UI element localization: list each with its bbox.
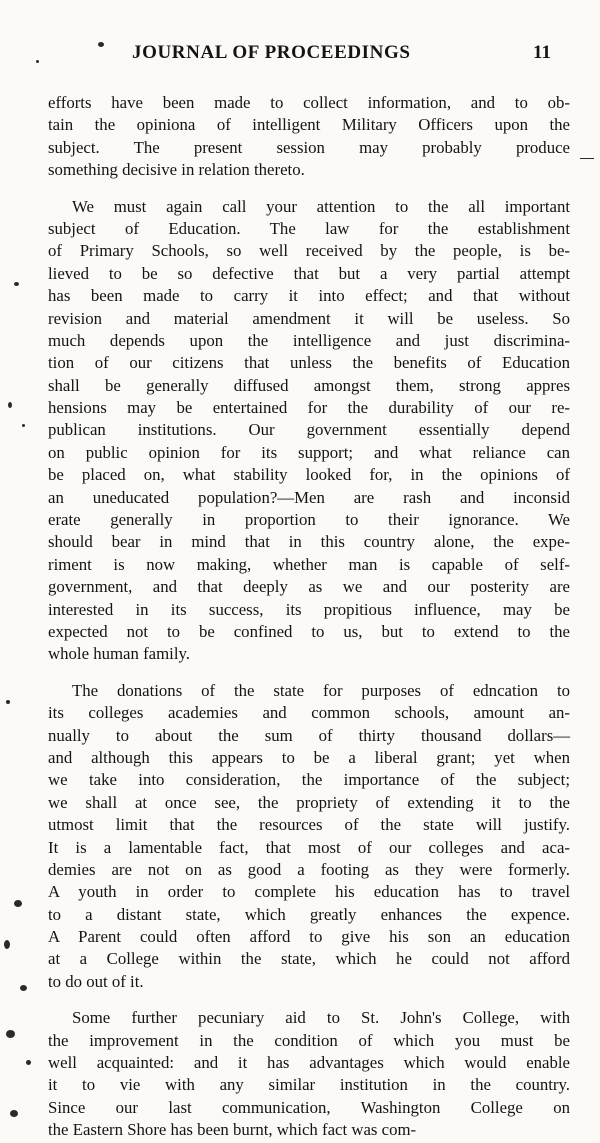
paragraph-gap bbox=[48, 993, 570, 1007]
speck bbox=[14, 282, 19, 286]
page-number: 11 bbox=[533, 42, 551, 63]
text-line: A youth in order to complete his education has to travel bbox=[48, 882, 570, 902]
text-line: riment is now making, whether man is capable of self- bbox=[48, 554, 570, 574]
text-line: on public opinion for its support; and what reliance can bbox=[48, 442, 570, 462]
text-line: be placed on, what stability looked for, in the opinions of bbox=[48, 465, 570, 485]
speck bbox=[8, 402, 12, 408]
text-line: we shall at once see, the propriety of extending it to the bbox=[48, 792, 570, 812]
speck bbox=[36, 60, 39, 63]
paragraph bbox=[48, 196, 570, 666]
text-line: government, and that deeply as we and our posterity are bbox=[48, 577, 570, 597]
text-line: hensions may be entertained for the durability of our re- bbox=[48, 398, 570, 418]
text-line: to a distant state, which greatly enhances the expence. bbox=[48, 904, 570, 924]
text-line: to do out of it. bbox=[48, 971, 144, 991]
page-header bbox=[0, 40, 600, 70]
text-line: erate generally in proportion to their ignorance. We bbox=[48, 510, 570, 530]
text-line: We must again call your attention to the all important bbox=[72, 196, 570, 216]
text-line: Some further pecuniary aid to St. John's College, with bbox=[72, 1008, 570, 1028]
text-line: tion of our citizens that unless the benefits of Education bbox=[48, 353, 570, 373]
speck bbox=[6, 700, 10, 704]
paragraph-gap bbox=[48, 182, 570, 196]
speck bbox=[6, 1030, 15, 1038]
text-line: has been made to carry it into effect; and that without bbox=[48, 286, 570, 306]
text-line: revision and material amendment it will be useless. So bbox=[48, 308, 570, 328]
text-line: efforts have been made to collect information, and to ob- bbox=[48, 93, 570, 112]
text-line: well acquainted: and it has advantages which would enable bbox=[48, 1053, 570, 1073]
text-line: we take into consideration, the importance of the subject; bbox=[48, 770, 570, 790]
speck bbox=[14, 900, 22, 907]
text-line: at a College within the state, which he could not afford bbox=[48, 949, 570, 969]
text-line: subject of Education. The law for the establishment bbox=[48, 218, 570, 238]
text-line: of Primary Schools, so well received by the people, is be- bbox=[48, 241, 570, 261]
text-line: The donations of the state for purposes of edncation to bbox=[72, 680, 570, 700]
text-line: subject. The present session may probably produce bbox=[48, 137, 570, 157]
body-text bbox=[48, 92, 570, 1142]
text-line: publican institutions. Our government essentially depend bbox=[48, 420, 570, 440]
speck bbox=[20, 985, 27, 991]
text-line: It is a lamentable fact, that most of our colleges and aca- bbox=[48, 837, 570, 857]
text-line: the Eastern Shore has been burnt, which fact was com- bbox=[48, 1120, 417, 1140]
text-line: shall be generally diffused amongst them, strong appres bbox=[48, 375, 570, 395]
speck bbox=[4, 940, 10, 949]
paragraph-gap bbox=[48, 666, 570, 680]
text-line: it to vie with any similar institution in the country. bbox=[48, 1075, 570, 1095]
speck bbox=[580, 158, 594, 159]
text-line: its colleges academies and common schools, amount an- bbox=[48, 703, 570, 723]
paragraph bbox=[48, 680, 570, 993]
speck bbox=[22, 424, 25, 427]
text-line: the improvement in the condition of which you must be bbox=[48, 1030, 570, 1050]
text-line: and although this appears to be a liberal grant; yet when bbox=[48, 747, 570, 767]
text-line: whole human family. bbox=[48, 644, 190, 664]
text-line: utmost limit that the resources of the state will justify. bbox=[48, 815, 570, 835]
text-line: expected not to be confined to us, but to extend to the bbox=[48, 621, 570, 641]
speck bbox=[26, 1060, 31, 1065]
speck bbox=[10, 1110, 18, 1117]
text-line: Since our last communication, Washington College on bbox=[48, 1097, 570, 1117]
text-line: demies are not on as good a footing as they were formerly. bbox=[48, 859, 570, 879]
text-line: an uneducated population?—Men are rash and inconsid bbox=[48, 487, 570, 507]
running-head: JOURNAL OF PROCEEDINGS bbox=[132, 42, 411, 63]
text-line: nually to about the sum of thirty thousand dollars— bbox=[48, 725, 570, 745]
text-line: should bear in mind that in this country alone, the expe- bbox=[48, 532, 570, 552]
text-line: tain the opiniona of intelligent Military Officers upon the bbox=[48, 115, 570, 135]
text-line: interested in its success, its propitious influence, may be bbox=[48, 599, 570, 619]
text-line: lieved to be so defective that but a very partial attempt bbox=[48, 263, 570, 283]
text-line: much depends upon the intelligence and just discrimina- bbox=[48, 330, 570, 350]
text-line: A Parent could often afford to give his son an education bbox=[48, 927, 570, 947]
paragraph bbox=[48, 92, 570, 182]
text-line: something decisive in relation thereto. bbox=[48, 160, 305, 180]
paragraph bbox=[48, 1007, 570, 1141]
speck bbox=[98, 42, 104, 47]
